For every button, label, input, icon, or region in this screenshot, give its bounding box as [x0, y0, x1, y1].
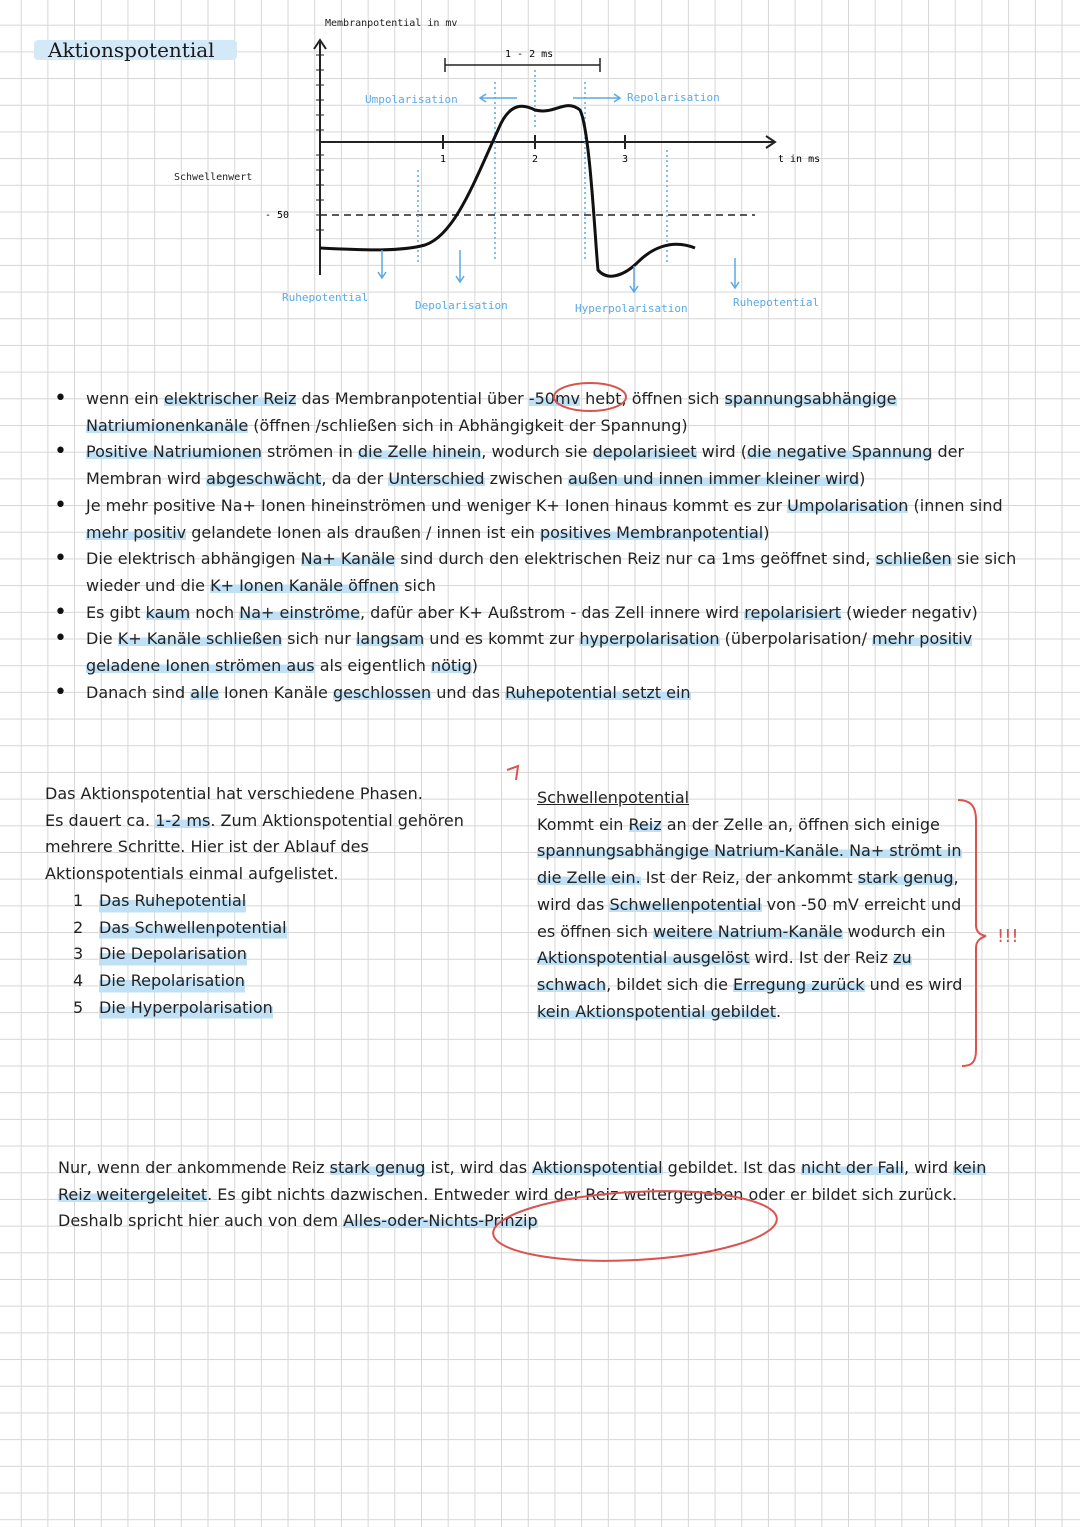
- x-tick-3: 3: [622, 154, 629, 165]
- label-ruhepotential-2: Ruhepotential: [733, 296, 820, 309]
- phases-intro: Das Aktionspotential hat verschiedene Phasen. Es dauert ca. 1-2 ms. Zum Aktionspotential gehören mehrere Schritte. Hier ist der Ablauf des Aktionspotentials einmal aufgelistet.: [45, 784, 464, 884]
- page-title: Aktionspotential: [48, 38, 215, 62]
- phases-summary: [45, 781, 485, 1021]
- red-mark: [507, 766, 518, 780]
- action-potential-chart: [160, 10, 860, 330]
- section-title: Schwellenpotential: [537, 788, 690, 807]
- duration-label: 1 - 2 ms: [505, 49, 554, 60]
- label-ruhepotential-1: Ruhepotential: [282, 291, 369, 304]
- threshold-text: Kommt ein Reiz an der Zelle an, öffnen sich einige spannungsabhängige Natrium-Kanäle. Na+ strömt in die Zelle ein. Ist der Reiz, der ankommt stark genug, wird das Schwellenpotential von -50 mV erreicht und es öffnen sich weitere Natrium-Kanäle wodurch ein Aktionspotential ausgelöst wird. Ist der Reiz zu schwach, bildet sich die Erregung zurück und es wird kein Aktionspotential gebildet.: [537, 814, 963, 1021]
- list-item: 2 Das Schwellenpotential: [45, 915, 485, 942]
- list-item: 4 Die Repolarisation: [45, 968, 485, 995]
- list-item: • Je mehr positive Na+ Ionen hineinströmen und weniger K+ Ionen hinaus kommt es zur Umpolarisation (innen sind mehr positiv gelandete Ionen als draußen / innen ist ein positives Membranpotential): [52, 493, 1032, 546]
- y-tick-minus-50: - 50: [265, 210, 290, 221]
- list-item: 3 Die Depolarisation: [45, 941, 485, 968]
- list-item: • Es gibt kaum noch Na+ einströme, dafür aber K+ Außstrom - das Zell innere wird repolarisiert (wieder negativ): [52, 600, 1032, 627]
- emphasis-mark: !!!: [997, 926, 1019, 947]
- all-or-nothing-section: [58, 1155, 1018, 1235]
- list-item: • Positive Natriumionen strömen in die Zelle hinein, wodurch sie depolarisieet wird (die negative Spannung der Membran wird abgeschwächt, da der Unterschied zwischen außen und innen immer kleiner wird): [52, 439, 1032, 492]
- list-item: 5 Die Hyperpolarisation: [45, 995, 485, 1022]
- x-axis-label: t in ms: [778, 154, 821, 165]
- x-tick-2: 2: [532, 154, 539, 165]
- label-repolarisation: Repolarisation: [627, 91, 720, 104]
- threshold-label: Schwellenwert: [174, 172, 253, 183]
- label-depolarisation: Depolarisation: [415, 299, 508, 312]
- x-tick-1: 1: [440, 154, 447, 165]
- label-umpolarisation: Umpolarisation: [365, 93, 458, 106]
- phases-list: [45, 888, 485, 1022]
- label-hyperpolarisation: Hyperpolarisation: [575, 302, 688, 315]
- list-item: 1 Das Ruhepotential: [45, 888, 485, 915]
- list-item: • Die elektrisch abhängigen Na+ Kanäle sind durch den elektrischen Reiz nur ca 1ms geöffnet sind, schließen sie sich wieder und die K+ Ionen Kanäle öffnen sich: [52, 546, 1032, 599]
- potential-curve: [320, 106, 695, 277]
- list-item: • Die K+ Kanäle schließen sich nur langsam und es kommt zur hyperpolarisation (überpolarisation/ mehr positiv geladene Ionen strömen aus als eigentlich nötig): [52, 626, 1032, 679]
- threshold-section: [537, 785, 977, 1025]
- list-item: • Danach sind alle Ionen Kanäle geschlossen und das Ruhepotential setzt ein: [52, 680, 1032, 707]
- all-or-nothing-text: Nur, wenn der ankommende Reiz stark genug ist, wird das Aktionspotential gebildet. Ist das nicht der Fall, wird kein Reiz weitergeleitet. Es gibt nichts dazwischen. Entweder wird der Reiz weitergegeben oder er bildet sich zurück. Deshalb spricht hier auch von dem Alles-oder-Nichts-Prinzip: [58, 1158, 987, 1231]
- y-axis-label: Membranpotential in mv: [325, 18, 458, 29]
- list-item: • wenn ein elektrischer Reiz das Membranpotential über -50mv hebt, öffnen sich spannungsabhängige Natriumionenkanäle (öffnen /schließen sich in Abhängigkeit der Spannung): [52, 386, 1032, 439]
- bullet-list: [52, 386, 1032, 706]
